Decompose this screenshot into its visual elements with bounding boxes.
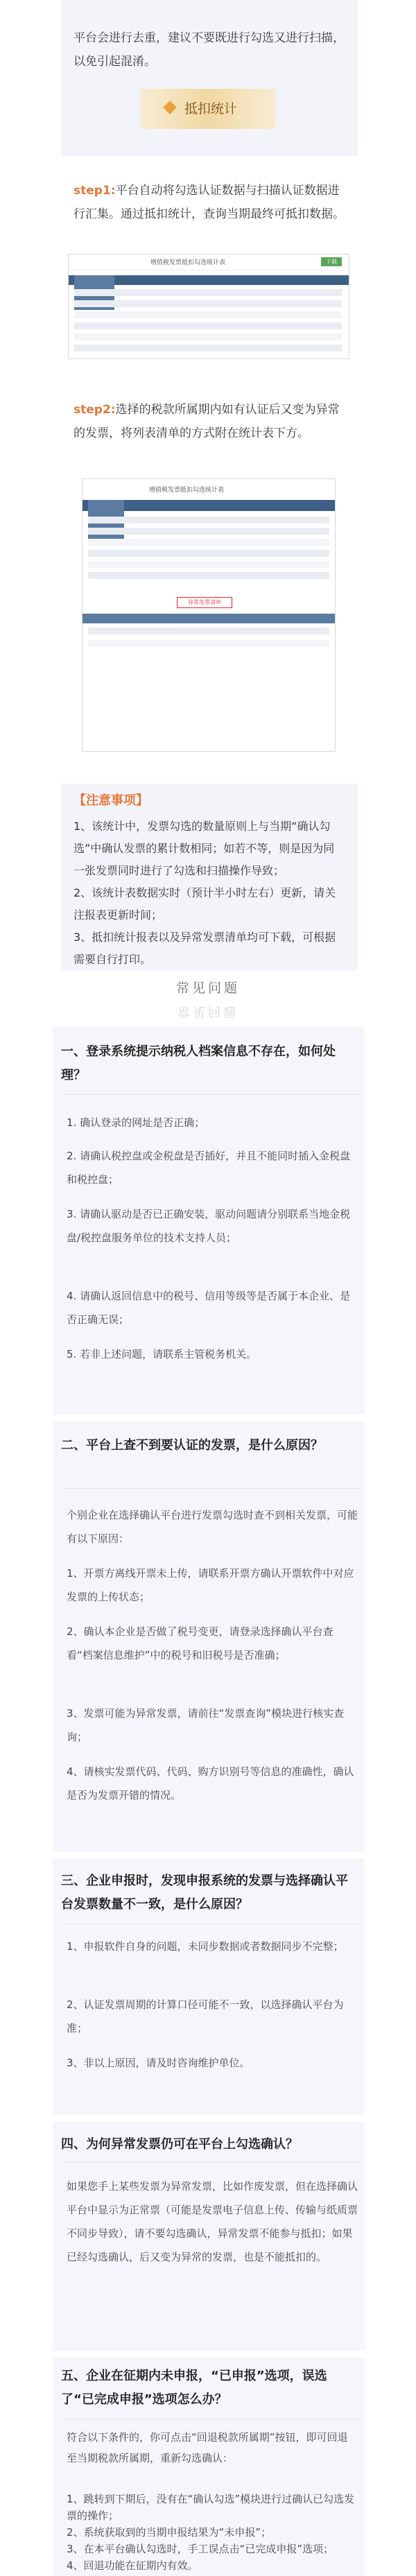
table-row <box>74 289 342 296</box>
faq-line: 2、系统获取到的当期申报结果为“未申报”； <box>67 2526 272 2539</box>
table-row <box>88 550 329 557</box>
faq-line: 4、回退功能在征期内有效。 <box>67 2559 198 2572</box>
faq-line: 1、跳转到下期后，没有在“确认勾选”模块进行过确认已勾选发票的操作； <box>67 2493 355 2522</box>
notes-title: 【注意事项】 <box>73 793 148 808</box>
faq-title: 一、登录系统提示纳税人档案信息不存在，如何处理？ <box>61 1044 336 1082</box>
faq-line: 3. 请确认驱动是否已正确安装，驱动问题请分别联系当地金税盘/税控盘服务单位的技术支持人员； <box>67 1208 351 1244</box>
step1-paragraph <box>73 179 345 226</box>
screenshot2-title: 增值税发票抵扣勾选统计表 <box>149 487 225 494</box>
faq-line: 个别企业在选择确认平台进行发票勾选时查不到相关发票，可能有以下原因： <box>67 1509 358 1545</box>
divider <box>62 1488 361 1489</box>
table-row <box>74 334 342 340</box>
step2-text: 选择的税款所属期内如有认证后又变为异常的发票，将列表清单的方式附在统计表下方。 <box>73 403 340 440</box>
screenshot-stat-table <box>68 254 349 359</box>
table-row <box>88 640 329 647</box>
faq-line: 1. 确认登录的网址是否正确； <box>67 1116 205 1129</box>
notes-item: 3、抵扣统计报表以及异常发票清单均可下载，可根据需要自行打印。 <box>73 931 336 966</box>
screenshot-abnormal-list <box>82 478 336 752</box>
diamond-icon <box>163 101 177 114</box>
faq-heading <box>164 978 252 1021</box>
screenshot-title: 增值税发票抵扣勾选统计表 <box>150 259 226 266</box>
table-row <box>88 561 329 568</box>
section-banner-label: 抵扣统计 <box>184 101 238 116</box>
screenshot-toolbar <box>69 254 349 270</box>
intro-card <box>61 0 358 156</box>
faq-line: 符合以下条件的，你可点击“回退税款所属期”按钮，即可回退至当期税款所属期，重新勾选确认： <box>67 2431 348 2464</box>
abnormal-list-title: 异常发票清单 <box>177 597 232 608</box>
faq-line: 4、请核实发票代码、代码、购方识别号等信息的准确性，确认是否为发票开错的情况。 <box>67 1765 354 1801</box>
download-button[interactable]: 下载 <box>321 257 342 266</box>
notes-item: 1、该统计中，发票勾选的数量原则上与当期“确认勾选”中确认发票的累计数相同；如若不等，则是因为同一张发票同时进行了勾选和扫描操作导致； <box>73 820 335 877</box>
faq-line: 2、认证发票周期的计算口径可能不一致，以选择确认平台为准； <box>67 1998 344 2034</box>
faq-title: 五、企业在征期内未申报，“已申报”选项，误选了“已完成申报”选项怎么办？ <box>61 2369 327 2407</box>
step2-paragraph <box>73 398 345 445</box>
faq-line: 2、确认本企业是否做了税号变更，请登录选择确认平台查看“档案信息维护”中的税号和旧税号是否准确； <box>67 1625 333 1661</box>
section-banner <box>140 89 276 129</box>
table-row <box>74 345 342 352</box>
faq-title: 三、企业申报时，发现申报系统的发票与选择确认平台发票数量不一致，是什么原因？ <box>61 1874 348 1912</box>
faq-line: 3、非以上原因，请及时咨询维护单位。 <box>67 2057 250 2069</box>
faq-line: 1、开票方离线开票未上传，请联系开票方确认开票软件中对应发票的上传状态； <box>67 1567 354 1603</box>
abnormal-list-header <box>83 614 335 623</box>
table-row <box>74 311 342 318</box>
notes-item: 2、该统计表数据实时（预计半小时左右）更新，请关注报表更新时间； <box>73 886 336 922</box>
faq-line: 1、申报软件自身的问题，未同步数据或者数据同步不完整； <box>67 1940 344 1953</box>
intro-text: 平台会进行去重，建议不要既进行勾选又进行扫描，以免引起混淆。 <box>73 31 345 69</box>
faq-title: 二、平台上查不到要认证的发票，是什么原因？ <box>61 1438 323 1453</box>
table-row <box>88 628 329 634</box>
faq-line: 2. 请确认税控盘或金税盘是否插好，并且不能同时插入金税盘和税控盘； <box>67 1150 351 1186</box>
faq-line: 3、发票可能为异常发票，请前往“发票查询”模块进行核实查询； <box>67 1707 345 1743</box>
faq-title: 四、为何异常发票仍可在平台上勾选确认？ <box>61 2137 298 2152</box>
faq-heading-reflection: 常见问题 <box>177 1004 239 1019</box>
faq-line: 4. 请确认返回信息中的税号、信用等级等是否属于本企业、是否正确无误； <box>67 1290 351 1326</box>
table-row <box>74 300 342 307</box>
table-row <box>88 528 329 535</box>
faq-line: 如果您手上某些发票为异常发票，比如作废发票，但在选择确认平台中显示为正常票（可能是发票电子信息上传、传输与纸质票不同步导致），请不要勾选确认，异常发票不能参与抵扣；如果已经勾选确认，后又变为异常的发票，也是不能抵扣的。 <box>67 2180 358 2263</box>
step1-label: step1: <box>73 184 116 198</box>
step2-label: step2: <box>73 403 116 417</box>
table-row <box>74 322 342 329</box>
divider <box>62 1094 361 1095</box>
faq-line: 3、在本平台确认勾选时，手工误点击“已完成申报”选项； <box>67 2543 334 2555</box>
table-row <box>88 539 329 546</box>
faq-heading-text: 常见问题 <box>175 980 240 996</box>
divider <box>62 2162 361 2163</box>
step1-text: 平台自动将勾选认证数据与扫描认证数据进行汇集。通过抵扣统计，查询当期最终可抵扣数据。 <box>73 184 345 221</box>
faq-line: 5. 若非上述问题，请联系主管税务机关。 <box>67 1348 257 1360</box>
table-row <box>88 517 329 524</box>
table-row <box>88 572 329 579</box>
